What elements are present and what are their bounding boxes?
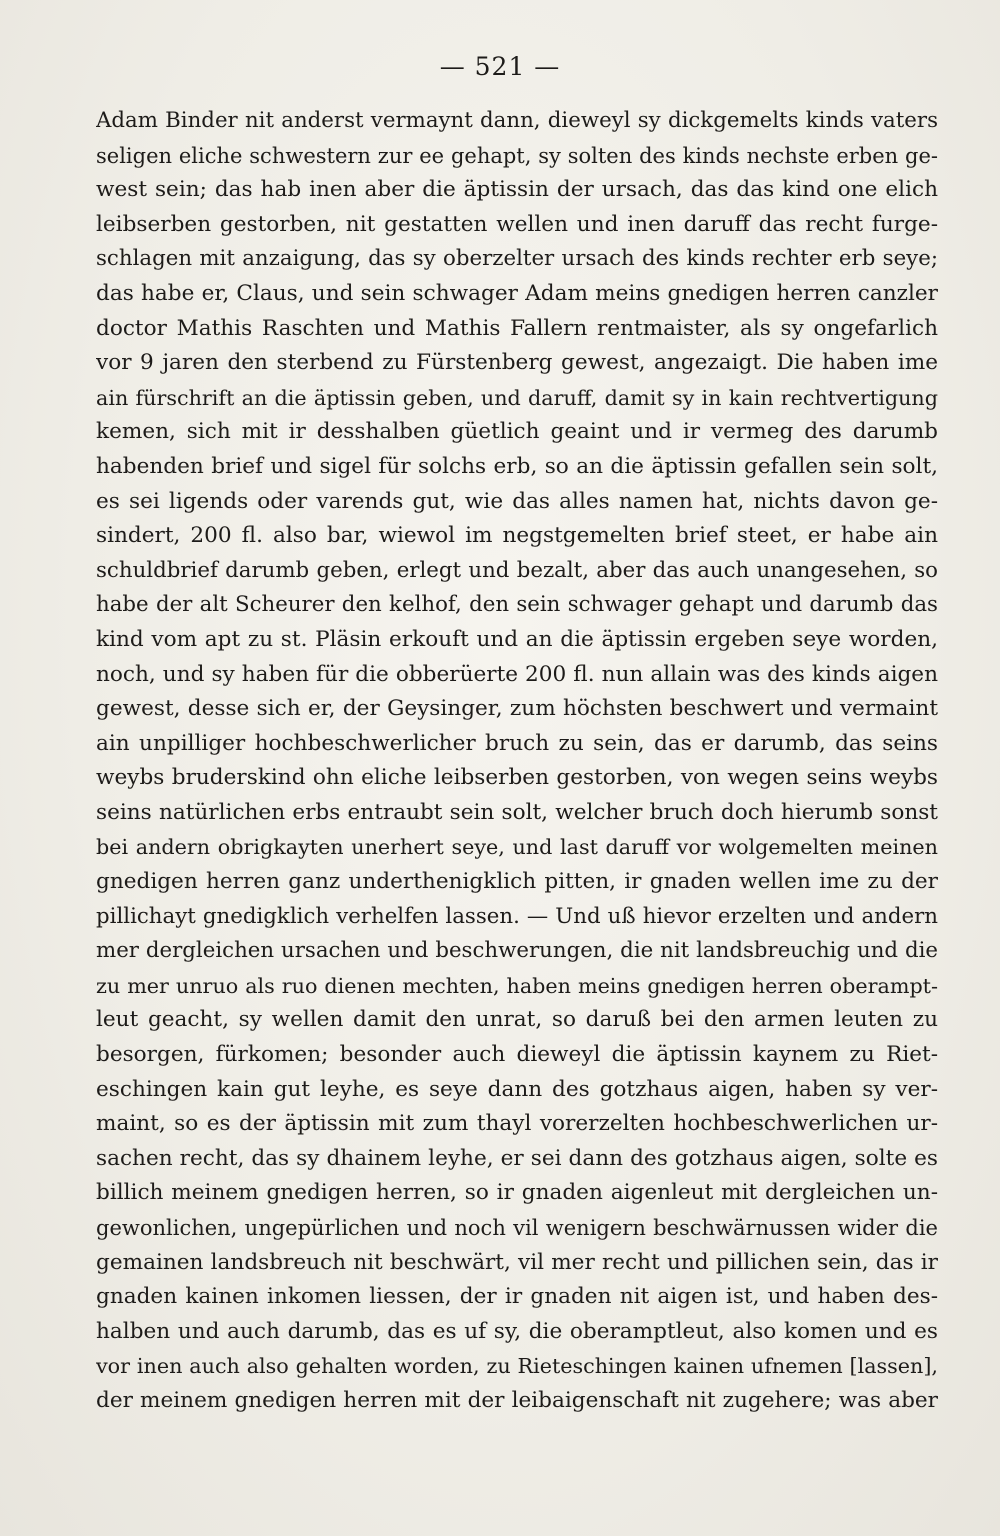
page-number: — 521 — <box>439 52 561 81</box>
text-line: schlagen mit anzaigung, das sy oberzelter ursach des kinds rechter erb seye; <box>96 246 938 272</box>
text-line: Adam Binder nit anderst vermaynt dann, dieweyl sy dickgemelts kinds vaters <box>96 108 938 133</box>
text-line: zu mer unruo als ruo dienen mechten, haben meins gnedigen herren oberampt- <box>96 973 938 998</box>
text-line: doctor Mathis Raschten und Mathis Fallern rentmaister, als sy ongefarlich <box>96 315 938 341</box>
text-line: sindert, 200 fl. also bar, wiewol im negstgemelten brief steet, er habe ain <box>96 523 938 549</box>
text-line: weybs bruderskind ohn eliche leibserben gestorben, von wegen seins weybs <box>96 765 938 791</box>
text-line: pillichayt gnedigklich verhelfen lassen. — Und uß hievor erzelten und andern <box>96 903 938 929</box>
body-text <box>96 104 938 1419</box>
text-line: leibserben gestorben, nit gestatten wellen und inen daruff das recht furge- <box>96 211 938 237</box>
text-line: eschingen kain gut leyhe, es seye dann des gotzhaus aigen, haben sy ver- <box>96 1076 938 1102</box>
text-line: sachen recht, das sy dhainem leyhe, er sei dann des gotzhaus aigen, solte es <box>96 1145 938 1171</box>
text-line: west sein; das hab inen aber die äptissin der ursach, das das kind one elich <box>96 177 938 203</box>
text-line: halben und auch darumb, das es uf sy, die oberamptleut, also komen und es <box>96 1318 938 1344</box>
text-line: seligen eliche schwestern zur ee gehapt, sy solten des kinds nechste erben ge- <box>96 143 938 168</box>
text-line: ain unpilliger hochbeschwerlicher bruch zu sein, das er darumb, das seins <box>96 730 938 756</box>
text-line: vor inen auch also gehalten worden, zu Rieteschingen kainen ufnemen [lassen], <box>96 1354 938 1379</box>
text-line: seins natürlichen erbs entraubt sein solt, welcher bruch doch hierumb sonst <box>96 799 938 825</box>
text-line: mer dergleichen ursachen und beschwerungen, die nit landsbreuchig und die <box>96 938 938 964</box>
text-line: billich meinem gnedigen herren, so ir gnaden aigenleut mit dergleichen un- <box>96 1180 938 1206</box>
text-line: gewonlichen, ungepürlichen und noch vil wenigern beschwärnussen wider die <box>96 1216 938 1240</box>
text-line: leut geacht, sy wellen damit den unrat, so daruß bei den armen leuten zu <box>96 1007 938 1033</box>
text-line: das habe er, Claus, und sein schwager Adam meins gnedigen herren canzler <box>96 280 938 306</box>
text-line: der meinem gnedigen herren mit der leibaigenschaft nit zugehere; was aber <box>96 1387 938 1413</box>
text-line: kemen, sich mit ir desshalben güetlich geaint und ir vermeg des darumb <box>96 419 938 445</box>
text-line: gnedigen herren ganz underthenigklich pitten, ir gnaden wellen ime zu der <box>96 869 938 895</box>
text-line: maint, so es der äptissin mit zum thayl vorerzelten hochbeschwerlichen ur- <box>96 1111 938 1137</box>
text-line: vor 9 jaren den sterbend zu Fürstenberg gewest, angezaigt. Die haben ime <box>96 350 938 376</box>
text-line: es sei ligends oder varends gut, wie das alles namen hat, nichts davon ge- <box>96 488 938 514</box>
text-line: ain fürschrift an die äptissin geben, und daruff, damit sy in kain rechtvertigung <box>96 385 938 410</box>
text-line: besorgen, fürkomen; besonder auch dieweyl die äptissin kaynem zu Riet- <box>96 1042 938 1068</box>
text-line: gewest, desse sich er, der Geysinger, zum höchsten beschwert und vermaint <box>96 696 938 722</box>
text-line: gemainen landsbreuch nit beschwärt, vil mer recht und pillichen sein, das ir <box>96 1249 938 1275</box>
text-line: kind vom apt zu st. Pläsin erkouft und an die äptissin ergeben seye worden, <box>96 626 938 652</box>
text-line: schuldbrief darumb geben, erlegt und bezalt, aber das auch unangesehen, so <box>96 557 938 583</box>
text-line: habenden brief und sigel für solchs erb, so an die äptissin gefallen sein solt, <box>96 453 938 479</box>
text-line: gnaden kainen inkomen liessen, der ir gnaden nit aigen ist, und haben des- <box>96 1284 938 1310</box>
text-line: noch, und sy haben für die obberüerte 200 fl. nun allain was des kinds aigen <box>96 661 938 687</box>
text-line: bei andern obrigkayten unerhert seye, und last daruff vor wolgemelten meinen <box>96 835 938 860</box>
text-line: habe der alt Scheurer den kelhof, den sein schwager gehapt und darumb das <box>96 592 938 618</box>
